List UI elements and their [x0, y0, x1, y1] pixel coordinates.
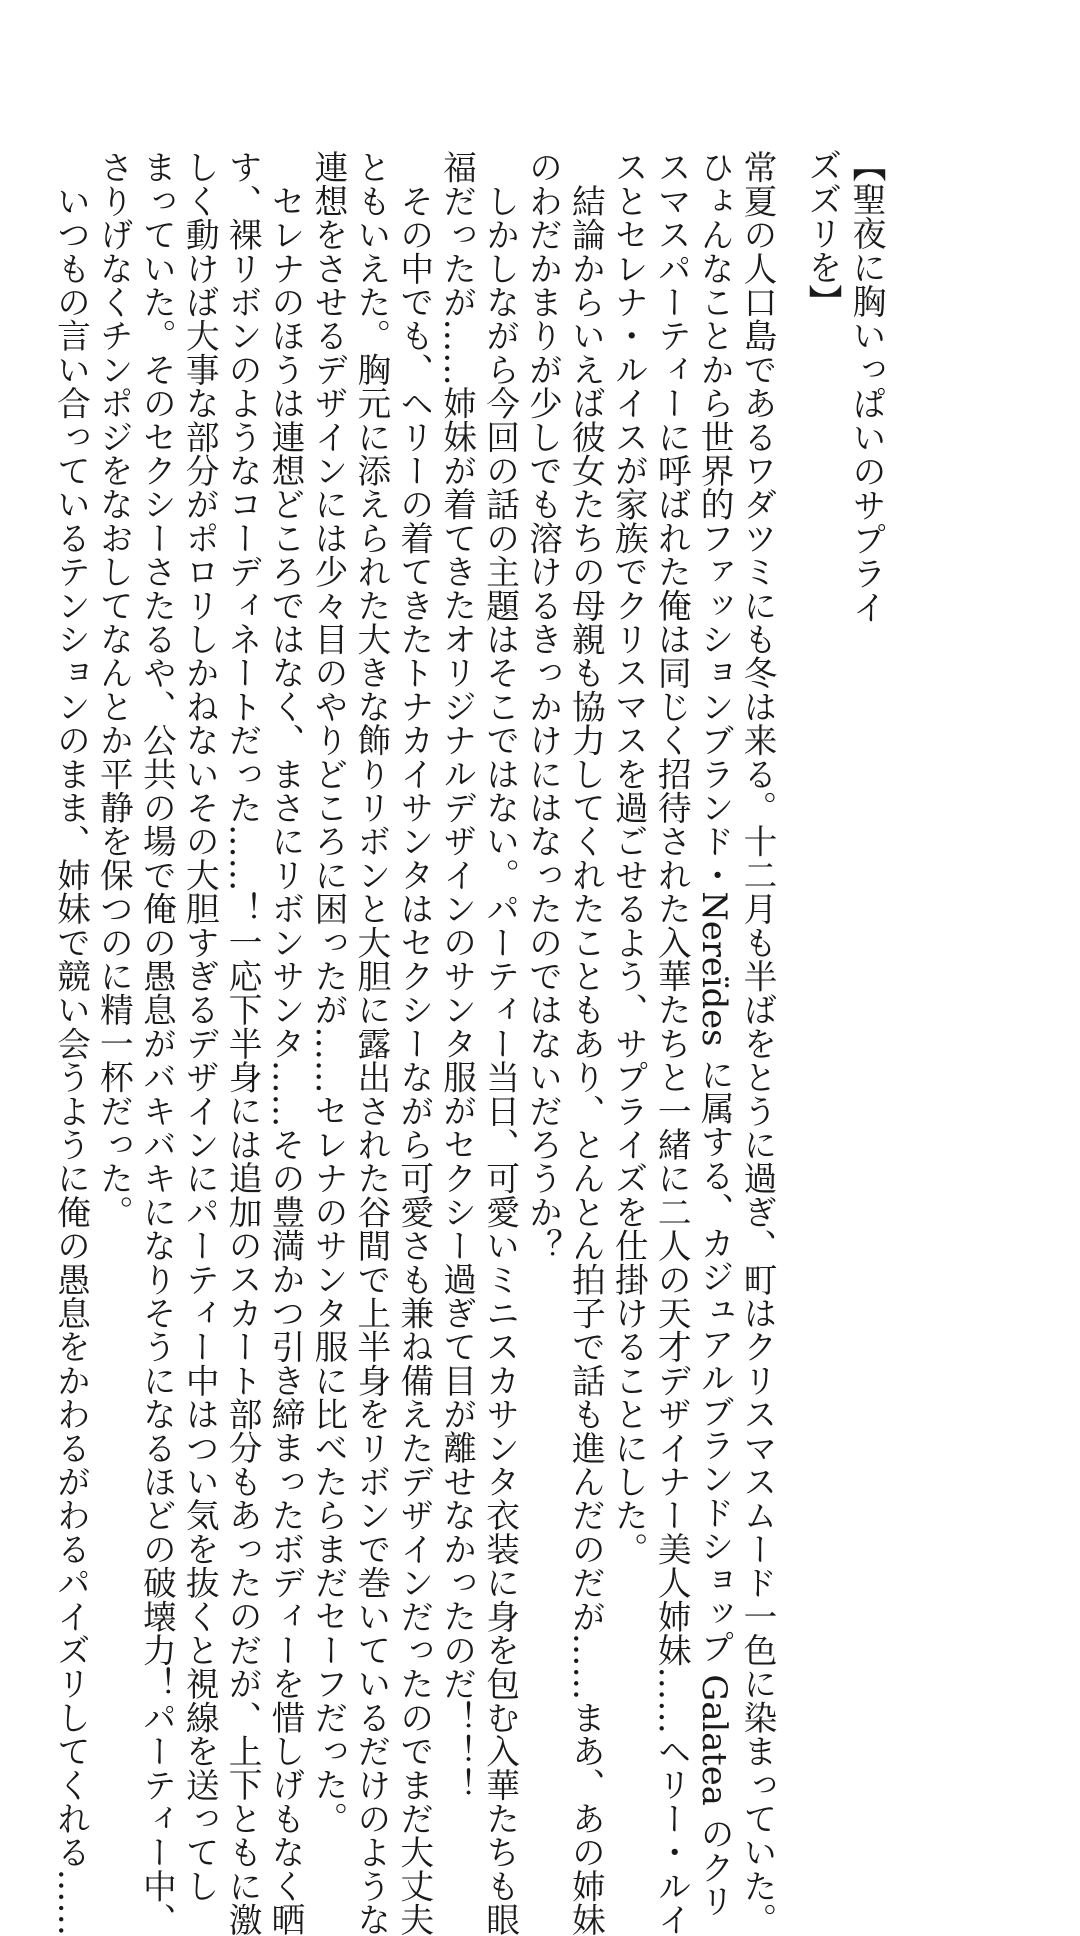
chapter-title: 【聖夜に胸いっぱいのサプライズズリを】 — [802, 148, 886, 624]
text-line: 福だったが……姉妹が着てきたオリジナルデザインのサンタ服がセクシー過ぎて目が離せなかったのだ！！！ — [437, 150, 477, 1802]
text-line: その中でも、ヘリーの着てきたトナカイサンタはセクシーながら可愛さも兼ね備えたデザインだったのでまだ大丈夫 — [394, 150, 434, 1936]
text-line: さりげなくチンポジをなおしてなんとか平静を保つのに精一杯だった。 — [94, 150, 134, 1229]
text-line: 連想をさせるデザインには少々目のやりどころに困ったが……セレナのサンタ服に比べたらまだセーフだった。 — [308, 150, 348, 1835]
text-line: しかしながら今回の話の主題はそこではない。パーティー当日、可愛いミニスカサンタ衣装に身を包む入華たちも眼 — [480, 150, 520, 1936]
text-line: 常夏の人口島であるワダツミにも冬は来る。十二月も半ばをとうに過ぎ、町はクリスマスムード一色に染まっていた。 — [738, 150, 777, 1936]
text-line: セレナのほうは連想どころではなく、まさにリボンサンタ……その豊満かつ引き締まったボディーを惜しげもなく晒 — [266, 150, 306, 1936]
text-line: しく動けば大事な部分がポロリしかねないその大胆すぎるデザインにパーティー中はつい気を抜くと視線を送ってし — [180, 150, 220, 1903]
text-line: ともいえた。胸元に添えられた大きな飾りリボンと大胆に露出された谷間で上半身をリボンで巻いているだけのような — [351, 150, 391, 1936]
text-line: スマスパーティーに呼ばれた俺は同じく招待された入華たちと一緒に二人の天才デザイナー美人姉妹……ヘリー・ルイ — [652, 150, 692, 1936]
text-line: まっていた。そのセクシーさたるや、公共の場で俺の愚息がバキバキになりそうになるほどの破壊力！パーティー中、 — [137, 150, 177, 1936]
text-line: 結論からいえば彼女たちの母親も協力してくれたこともあり、とんとん拍子で話も進んだのだが……まあ、あの姉妹 — [566, 150, 606, 1936]
body-text — [49, 150, 778, 1936]
text-line: いつもの言い合っているテンションのまま、姉妹で競い会うように俺の愚息をかわるがわるパイズリしてくれる…… — [51, 150, 91, 1936]
text-line: スとセレナ・ルイスが家族でクリスマスを過ごせるよう、サプライズを仕掛けることにした。 — [609, 150, 649, 1566]
text-line: ひょんなことから世界的ファッションブランド・Nereïdes に属する、カジュアルブランドショップ Galatea のクリ — [695, 150, 735, 1918]
text-line: のわだかまりが少しでも溶けるきっかけにはなったのではないだろうか？ — [523, 150, 563, 1263]
text-line: す、裸リボンのようなコーディネートだった……！一応下半身には追加のスカート部分もあったのだが、上下ともに激 — [223, 150, 263, 1936]
